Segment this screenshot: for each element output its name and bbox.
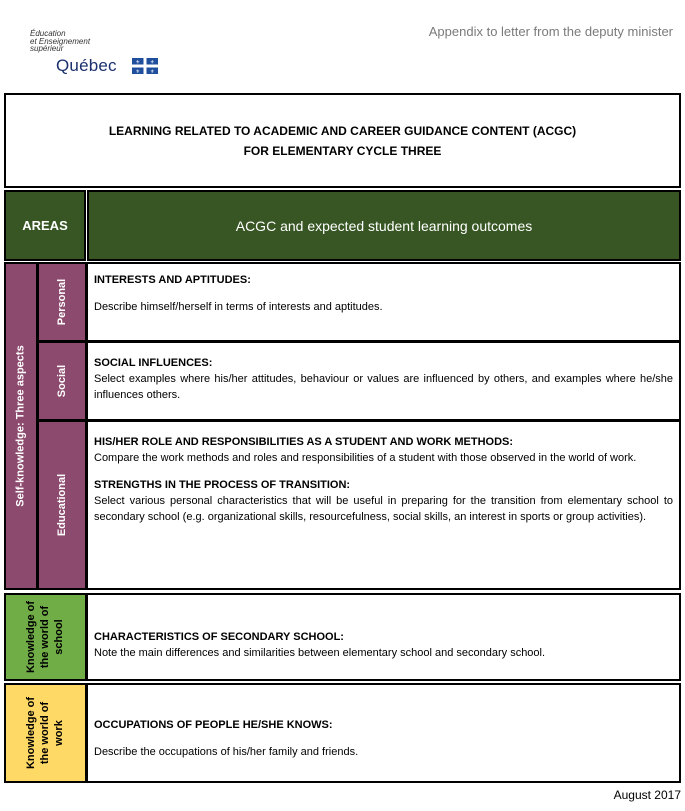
educational-content-cell — [86, 420, 681, 590]
work-text: Describe the occupations of his/her family and friends. — [94, 746, 359, 758]
document-title-box — [4, 93, 681, 188]
personal-heading: INTERESTS AND APTITUDES: — [94, 274, 251, 286]
school-text: Note the main differences and similarities between elementary school and secondary school. — [94, 647, 546, 659]
quebec-education-logo — [30, 30, 170, 80]
aspect-educational-label: Educational — [56, 473, 68, 537]
self-knowledge-band — [4, 262, 38, 590]
world-of-school-label — [24, 601, 66, 673]
aspect-social-cell — [37, 341, 87, 421]
self-knowledge-label: Self-knowledge: Three aspects — [15, 345, 28, 507]
logo-line-3: supérieur — [30, 44, 64, 53]
svg-text:⚜: ⚜ — [150, 69, 155, 74]
world-of-work-label-line-1: Knowledge of — [25, 696, 38, 770]
educational-heading-1: HIS/HER ROLE AND RESPONSIBILITIES AS A STUDENT AND WORK METHODS: — [94, 436, 514, 448]
logo-ministry-name — [30, 30, 120, 53]
personal-text: Describe himself/herself in terms of interests and aptitudes. — [94, 301, 383, 313]
logo-line-2: et Enseignement — [30, 36, 91, 46]
footer-date: August 2017 — [613, 788, 681, 802]
world-of-work-label — [24, 697, 66, 769]
acgc-header-cell: ACGC and expected student learning outcomes — [87, 190, 681, 261]
educational-text-2: Select various personal characteristics that will be useful in preparing for the transition from elementary school to secondary school (e.g. organizational skills, resourcefulness, social skills, an interest in sports or group activities). — [94, 495, 673, 523]
world-of-school-cell — [4, 593, 87, 681]
aspect-personal-cell — [37, 262, 87, 342]
svg-text:⚜: ⚜ — [150, 59, 155, 66]
world-of-work-content-cell — [86, 683, 681, 783]
logo-quebec-wordmark: Québec — [56, 56, 117, 75]
world-of-school-label-line-2: the world of — [39, 605, 52, 669]
work-heading: OCCUPATIONS OF PEOPLE HE/SHE KNOWS: — [94, 719, 333, 731]
svg-text:⚜: ⚜ — [135, 59, 140, 66]
world-of-work-label-line-3: work — [53, 720, 66, 746]
appendix-header-note: Appendix to letter from the deputy minister — [428, 24, 673, 39]
social-heading: SOCIAL INFLUENCES: — [94, 357, 213, 369]
educational-text-1: Compare the work methods and roles and responsibilities of a student with those observed in the world of work. — [94, 452, 637, 464]
aspect-personal-label: Personal — [56, 278, 68, 326]
svg-text:⚜: ⚜ — [135, 69, 140, 74]
social-text: Select examples where his/her attitudes, behaviour or values are influenced by others, and examples where he/she influences others. — [94, 373, 673, 401]
world-of-work-label-line-2: the world of — [39, 701, 52, 765]
world-of-school-content-cell — [86, 593, 681, 681]
world-of-school-label-line-1: Knowledge of — [25, 600, 38, 674]
title-line-2: FOR ELEMENTARY CYCLE THREE — [243, 143, 442, 158]
educational-heading-2: STRENGTHS IN THE PROCESS OF TRANSITION: — [94, 479, 351, 491]
world-of-work-cell — [4, 683, 87, 783]
aspect-educational-cell — [37, 420, 87, 590]
social-content-cell — [86, 341, 681, 421]
personal-content-cell — [86, 262, 681, 342]
aspect-social-label: Social — [56, 364, 68, 398]
school-heading: CHARACTERISTICS OF SECONDARY SCHOOL: — [94, 631, 344, 643]
areas-header-cell: AREAS — [4, 190, 86, 261]
logo-line-1: Éducation — [30, 29, 66, 38]
title-line-1: LEARNING RELATED TO ACADEMIC AND CAREER GUIDANCE CONTENT (ACGC) — [108, 123, 577, 138]
quebec-flag-icon — [132, 58, 158, 74]
world-of-school-label-line-3: school — [53, 619, 66, 655]
